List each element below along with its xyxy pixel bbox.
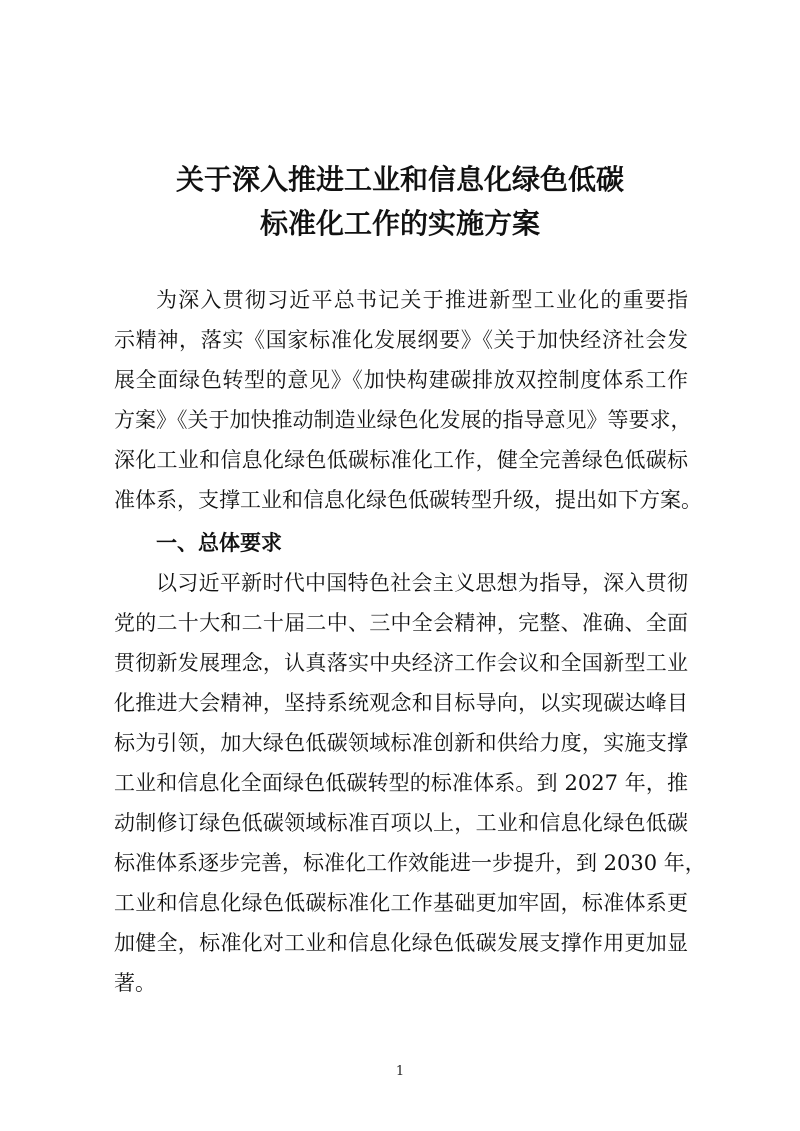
section-heading: 一、总体要求 [156,531,282,555]
section-line: 以习近平新时代中国特色社会主义思想为指导，深入贯彻 [156,571,688,595]
section-line: 标准体系逐步完善，标准化工作效能进一步提升，到 2030 年， [114,851,706,875]
intro-line: 展全面绿色转型的意见》《加快构建碳排放双控制度体系工作 [114,368,688,392]
page-number: 1 [395,1064,405,1079]
section-line: 党的二十大和二十届二中、三中全会精神，完整、准确、全面 [114,611,688,635]
intro-line: 准体系，支撑工业和信息化绿色低碳转型升级，提出如下方案。 [114,488,702,512]
document-title-line-2: 标准化工作的实施方案 [259,207,540,240]
intro-line: 深化工业和信息化绿色低碳标准化工作，健全完善绿色低碳标 [114,448,688,472]
section-line: 工业和信息化绿色低碳标准化工作基础更加牢固，标准体系更 [114,891,688,915]
section-line: 著。 [114,971,156,995]
section-line: 标为引领，加大绿色低碳领域标准创新和供给力度，实施支撑 [114,731,688,755]
section-line: 动制修订绿色低碳领域标准百项以上，工业和信息化绿色低碳 [114,811,688,835]
section-line: 加健全，标准化对工业和信息化绿色低碳发展支撑作用更加显 [114,931,688,955]
section-line: 贯彻新发展理念，认真落实中央经济工作会议和全国新型工业 [114,651,688,675]
section-line: 工业和信息化全面绿色低碳转型的标准体系。到 2027 年，推 [114,771,688,795]
intro-line: 方案》《关于加快推动制造业绿色化发展的指导意见》等要求， [114,408,692,432]
intro-line: 为深入贯彻习近平总书记关于推进新型工业化的重要指 [156,288,688,312]
intro-line: 示精神，落实《国家标准化发展纲要》《关于加快经济社会发 [114,328,688,352]
document-title-line-1: 关于深入推进工业和信息化绿色低碳 [175,163,624,196]
section-line: 化推进大会精神，坚持系统观念和目标导向，以实现碳达峰目 [114,691,688,715]
